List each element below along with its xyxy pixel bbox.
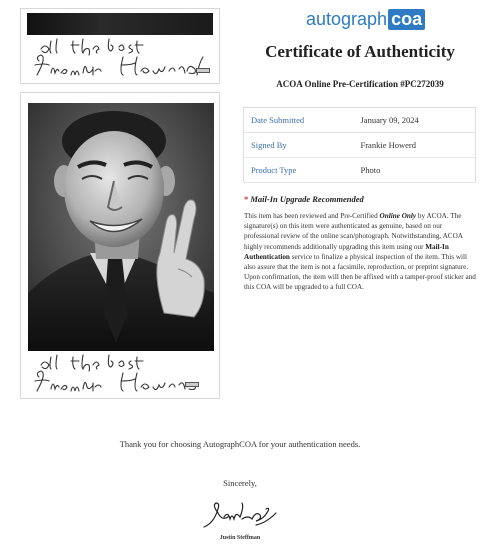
details-table bbox=[243, 107, 476, 183]
upgrade-heading bbox=[244, 194, 364, 204]
certificate-title: Certificate of Authenticity bbox=[265, 42, 455, 61]
detail-label: Date Submitted bbox=[244, 108, 354, 133]
detail-value: Photo bbox=[354, 158, 476, 183]
table-row bbox=[244, 133, 476, 158]
signature-image bbox=[198, 499, 282, 533]
detail-value: January 09, 2024 bbox=[354, 108, 476, 133]
photo-crop-strip bbox=[27, 13, 213, 35]
photo-card bbox=[20, 92, 220, 399]
online-only-emphasis: Online Only bbox=[379, 212, 417, 220]
table-row bbox=[244, 158, 476, 183]
statement-part: by ACOA. The signature(s) on this item were authenticated as genuine, based on our professional review of the online scan/photograph. Notwithstanding, ACOA highly recommends additionally upgrading this item using our bbox=[244, 212, 463, 251]
closing-text: Sincerely, bbox=[223, 478, 257, 488]
brand-name: autograph bbox=[306, 9, 388, 29]
asterisk-mark: * bbox=[244, 194, 249, 204]
brand-suffix: coa bbox=[388, 9, 425, 30]
stamp-mark bbox=[196, 68, 210, 73]
detail-label: Signed By bbox=[244, 133, 354, 158]
handwritten-inscription-main bbox=[27, 351, 215, 397]
detail-label: Product Type bbox=[244, 158, 354, 183]
signer-name: Justin Steffman bbox=[219, 535, 261, 541]
statement-part: This item has been reviewed and Pre-Certified bbox=[244, 212, 380, 220]
photo-detail-card bbox=[20, 8, 220, 84]
handwritten-inscription bbox=[27, 35, 215, 81]
detail-value: Frankie Howerd bbox=[354, 133, 476, 158]
autographcoa-logo bbox=[306, 9, 425, 30]
thank-you-message: Thank you for choosing AutographCOA for your authentication needs. bbox=[119, 439, 361, 449]
photo-inscription bbox=[27, 351, 213, 397]
precertification-number: ACOA Online Pre-Certification #PC272039 bbox=[276, 79, 444, 89]
stamp-mark bbox=[185, 382, 199, 387]
upgrade-title: Mail-In Upgrade bbox=[250, 194, 311, 204]
upgrade-emphasis: Recommended bbox=[312, 194, 364, 204]
certification-statement bbox=[244, 211, 477, 293]
table-row bbox=[244, 108, 476, 133]
portrait-photo bbox=[28, 103, 214, 351]
portrait-image bbox=[28, 103, 214, 351]
statement-part: service to finalize a physical inspection of the item. This will also assure that the item is not a facsimile, reproduction, or preprint signature. Upon confirmation, the item will then be affixed with a tamper-proof sticker and this COA will be upgraded to a full COA. bbox=[244, 252, 476, 292]
mail-in-emphasis: Mail-In Authentication bbox=[244, 242, 449, 261]
inscription-closeup bbox=[27, 35, 213, 81]
